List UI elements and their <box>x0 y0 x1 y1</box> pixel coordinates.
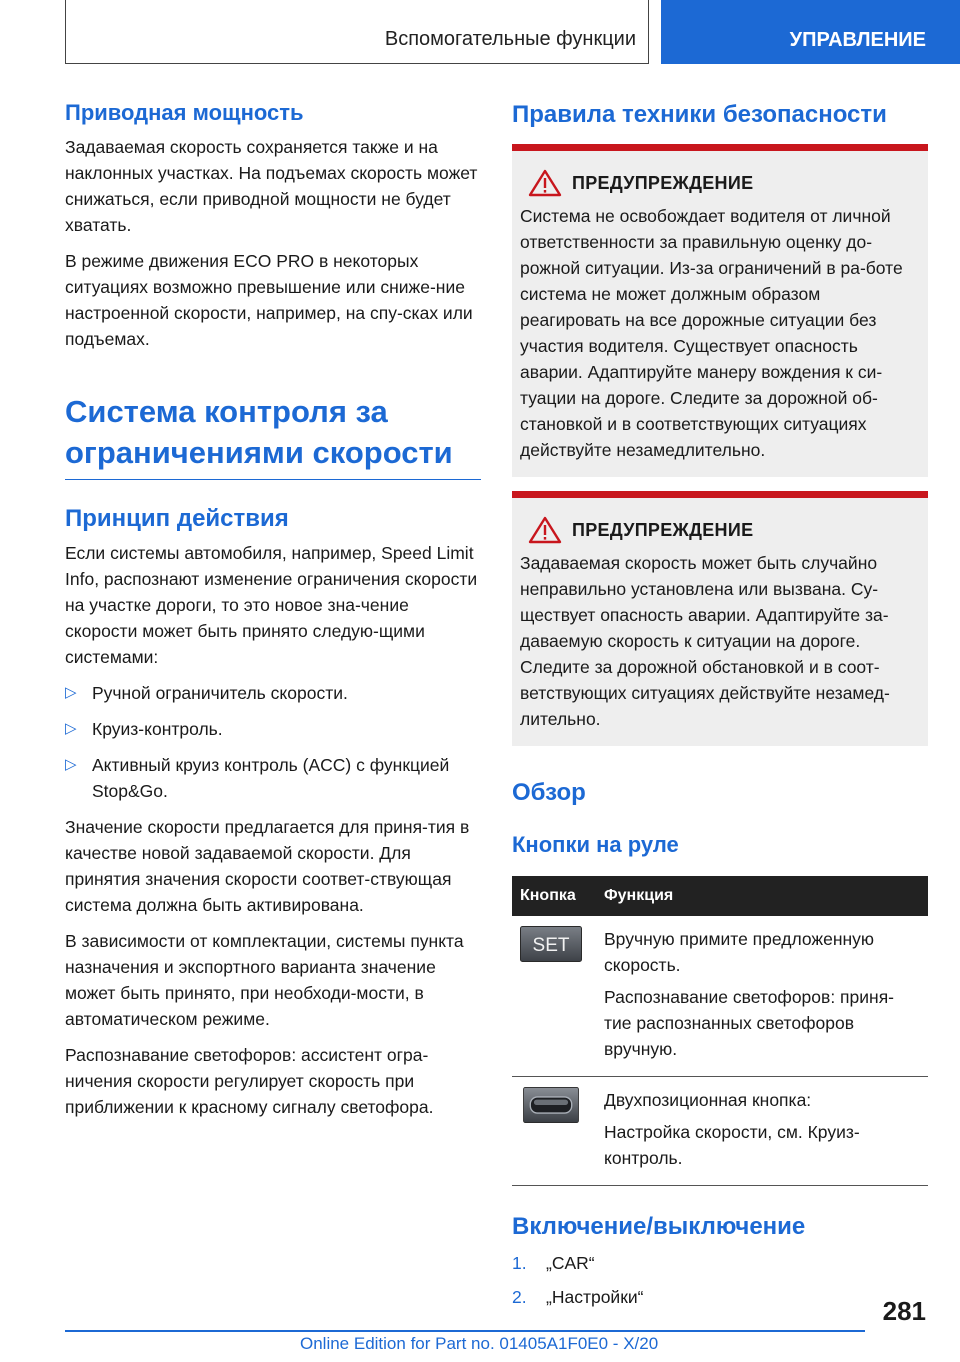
list-item: 1. „CAR“ <box>512 1253 595 1274</box>
table-header-row <box>512 876 928 916</box>
function-text: Вручную примите предложенную скорость. <box>604 929 875 976</box>
triangle-bullet-icon: ▷ <box>65 719 77 737</box>
warning-triangle-icon <box>528 169 562 197</box>
footer-edition: Online Edition for Part no. 01405A1F0E0 - X/20 <box>300 1334 659 1353</box>
list-item: ▷ Ручной ограничитель скорости. <box>65 680 481 706</box>
header-section-box <box>65 0 649 64</box>
principle-paragraph-4: Распознавание светофоров: ассистент огра-ничения скорости регулирует скорость при приближении к красному сигналу светофора. <box>65 1044 434 1117</box>
principle-paragraph-3: В зависимости от комплектации, системы пункта назначения и экспортного варианта значение может быть принято, при необходи-мости, в автоматическом режиме. <box>65 930 464 1029</box>
function-text: Двухпозиционная кнопка: <box>604 1090 812 1111</box>
drive-power-paragraph-1: Задаваемая скорость сохраняется также и на наклонных участках. На подъемах скорость может снижаться, если приводной мощности не будет хватать. <box>65 137 478 236</box>
list-item: ▷ Круиз-контроль. <box>65 716 481 742</box>
triangle-bullet-icon: ▷ <box>65 683 77 701</box>
footer-divider <box>65 1330 865 1332</box>
header-chapter-tab <box>661 0 960 64</box>
set-button-icon <box>520 926 582 962</box>
list-item: 2. „Настройки“ <box>512 1287 644 1308</box>
function-text: Настройка скорости, см. Круиз-контроль. <box>604 1122 860 1169</box>
drive-power-paragraph-2: В режиме движения ECO PRO в некоторых ситуациях возможно превышение или сниже-ние настроенной скорости, например, на спу-сках или подъемах. <box>65 251 473 350</box>
principle-paragraph-1: Если системы автомобиля, например, Speed Limit Info, распознают изменение ограничения скорости на участке дороги, то это новое зна-чение скорости может быть принято следую-щими системами: <box>65 542 478 667</box>
on-off-steps <box>512 1250 928 1310</box>
warning-box-2 <box>512 491 928 746</box>
principle-paragraph-2: Значение скорости предлагается для приня-тия в качестве новой задаваемой скорости. Для принятия значения скорости соответ-ствующая система должна быть активирована. <box>65 816 470 915</box>
column-header-button: Кнопка <box>512 876 596 916</box>
page-number: 281 <box>882 1296 926 1326</box>
table-row <box>512 916 928 1077</box>
warning-box-1 <box>512 144 928 477</box>
warning-triangle-icon <box>528 516 562 544</box>
principle-heading: Принцип действия <box>65 504 289 532</box>
header-section-title: Вспомогательные функции <box>384 28 636 50</box>
warning-title: ПРЕДУПРЕЖДЕНИЕ <box>572 172 754 193</box>
warning-title: ПРЕДУПРЕЖДЕНИЕ <box>572 519 754 540</box>
speed-limit-system-heading: Система контроля за ограничениями скорости <box>65 392 481 480</box>
header-chapter-title: УПРАВЛЕНИЕ <box>789 29 926 51</box>
svg-text:SET: SET <box>532 935 570 957</box>
steering-buttons-heading: Кнопки на руле <box>512 832 679 857</box>
warning-text: Задаваемая скорость может быть случайно неправильно установлена или вызвана. Су-ществует опасность аварии. Адаптируйте за-даваемую скорость к ситуации на дороге. Следите за дорожной обстановкой и в соот-ветствующих ситуациях действуйте незамед-лительно. <box>520 553 890 729</box>
column-header-function: Функция <box>596 876 928 916</box>
triangle-bullet-icon: ▷ <box>65 755 77 773</box>
list-item: ▷ Активный круиз контроль (ACC) с функцией Stop&Go. <box>65 752 481 804</box>
table-row <box>512 1077 928 1186</box>
drive-power-heading: Приводная мощность <box>65 100 304 125</box>
buttons-table <box>512 876 928 1186</box>
overview-heading: Обзор <box>512 779 586 806</box>
function-text: Распознавание светофоров: приня-тие распознанных светофоров вручную. <box>604 987 894 1060</box>
systems-list <box>65 680 481 804</box>
safety-heading: Правила техники безопасности <box>512 101 887 128</box>
left-column <box>65 100 481 1130</box>
warning-text: Система не освобождает водителя от личной ответственности за правильную оценку до-рожной ситуации. Из-за ограничений в ра-боте система не может должным образом реагировать на все дорожные ситуации без участия водителя. Существует опасность аварии. Адаптируйте манеру вождения к си-туации на дороге. Следите за дорожной об-становкой и в соответствующих ситуациях действуйте незамедлительно. <box>520 206 903 460</box>
on-off-heading: Включение/выключение <box>512 1213 806 1241</box>
right-column <box>512 100 928 1318</box>
rocker-switch-icon <box>520 1087 582 1123</box>
